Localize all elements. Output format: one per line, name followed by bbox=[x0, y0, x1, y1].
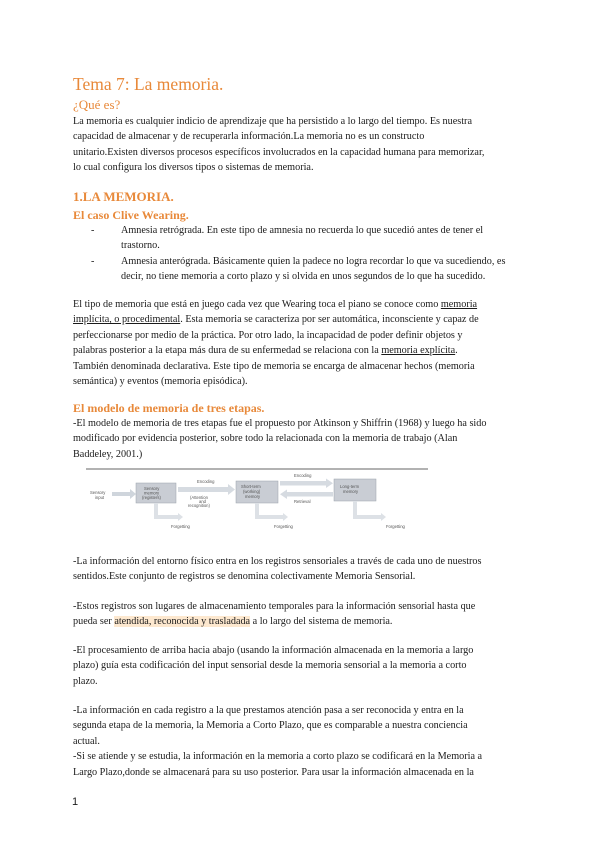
text-line: capacidad de almacenar y de recuperarla información.La memoria no es un constructo bbox=[73, 131, 425, 143]
text-line: lo cual configura los diversos tipos o sistemas de memoria. bbox=[73, 162, 314, 174]
text-line: implícita, o procedimental. Esta memoria se caracteriza por ser automática, inconsciente y capaz de bbox=[73, 314, 479, 326]
arrow-shape bbox=[280, 481, 326, 486]
arrow-shape bbox=[353, 515, 381, 519]
text-line: La memoria es cualquier indicio de aprendizaje que ha persistido a lo largo del tiempo. Es nuestra bbox=[73, 116, 472, 127]
term-memoria: memoria bbox=[440, 299, 478, 310]
box-label: Sensory bbox=[144, 486, 160, 491]
text-line: El tipo de memoria que está en juego cada vez que Wearing toca el piano se conoce como memoria bbox=[73, 299, 478, 310]
text-line: -La información del entorno físico entra en los registros sensoriales a través de cada uno de nuestros bbox=[73, 556, 482, 567]
arrow-label: and bbox=[199, 499, 206, 504]
text-line: decir, no tiene memoria a corto plazo y si olvida en unos segundos de lo que ha sucedido. bbox=[121, 270, 486, 282]
list-item bbox=[91, 224, 552, 254]
memory-model-diagram bbox=[86, 468, 428, 538]
text-line: modificado por evidencia posterior, sobre todo la relacionada con la memoria de trabajo (Alan bbox=[73, 433, 458, 445]
box-label: (registers) bbox=[142, 495, 161, 500]
text-line: semántica) y eventos (memoria episódica). bbox=[73, 376, 248, 388]
text-line: unitario.Existen diversos procesos específicos involucrados en la capacidad humana para memorizar, bbox=[73, 146, 485, 158]
bullet-dash: - bbox=[91, 225, 95, 236]
term-implicita: implícita, o procedimental bbox=[73, 314, 181, 326]
input-label: Sensory bbox=[90, 490, 106, 495]
text-line: trastorno. bbox=[121, 239, 160, 251]
arrow-shape bbox=[280, 490, 287, 500]
arrow-label: Retrieval bbox=[294, 499, 311, 504]
arrow-shape bbox=[154, 515, 178, 519]
arrow-shape bbox=[178, 513, 183, 521]
text-line: plazo) guía esta codificación del input sensorial desde la memoria sensorial a la memoria a corto bbox=[73, 660, 467, 672]
processing-paragraph bbox=[73, 643, 528, 689]
arrow-shape bbox=[178, 487, 228, 492]
text-line: sentidos.Este conjunto de registros se denomina colectivamente Memoria Sensorial. bbox=[73, 571, 416, 583]
text-line: Largo Plazo,donde se almacenará para su uso posterior. Para usar la información almacenada en la bbox=[73, 766, 474, 778]
arrow-shape bbox=[283, 513, 288, 521]
subtitle: ¿Qué es? bbox=[73, 97, 121, 112]
arrow-label: Forgetting bbox=[171, 524, 190, 529]
box-label: memory bbox=[343, 489, 359, 494]
input-label: input bbox=[95, 495, 105, 500]
text-line: Baddeley, 2001.) bbox=[73, 448, 143, 460]
list-item bbox=[91, 255, 552, 285]
text-line: palabras posterior a la etapa más dura de su enfermedad se relaciona con la memoria explícita. bbox=[73, 345, 458, 357]
box-label: memory bbox=[144, 490, 160, 496]
registers-paragraph bbox=[73, 554, 528, 585]
text-line: pueda ser atendida, reconocida y trasladada a lo largo del sistema de memoria. bbox=[73, 616, 393, 628]
box-label: memory bbox=[245, 494, 261, 499]
arrow-label: Forgetting bbox=[386, 524, 405, 529]
bullet-dash: - bbox=[91, 255, 95, 267]
arrow-shape bbox=[255, 515, 283, 519]
term-explicita: memoria explícita bbox=[381, 345, 456, 357]
arrow-shape bbox=[381, 513, 386, 521]
text-line: -Si se atiende y se estudia, la información en la memoria a corto plazo se codificará en la Memoria a bbox=[73, 751, 483, 763]
arrow-shape bbox=[228, 484, 235, 495]
register-paragraph bbox=[73, 703, 528, 780]
arrow-shape bbox=[112, 492, 130, 496]
text-line: También denominada declarativa. Este tipo de memoria se encarga de almacenar hechos (memoria bbox=[73, 360, 475, 372]
subsection-heading: El modelo de memoria de tres etapas. bbox=[73, 401, 265, 415]
text-line: Amnesia retrógrada. En este tipo de amnesia no recuerda lo que sucedió antes de tener el bbox=[121, 225, 484, 236]
model-paragraph bbox=[73, 416, 528, 462]
text-line: actual. bbox=[73, 735, 100, 747]
section-heading: 1.LA MEMORIA. bbox=[73, 189, 174, 204]
arrow-shape bbox=[130, 489, 136, 499]
arrow-label: (Attention bbox=[190, 495, 208, 500]
arrow-label: Encoding bbox=[294, 473, 312, 478]
arrow-shape bbox=[326, 479, 333, 489]
box-label: (working) bbox=[243, 489, 261, 494]
arrow-shape bbox=[287, 492, 333, 497]
text-line: -El procesamiento de arriba hacia abajo (usando la información almacenada en la memoria a largo bbox=[73, 645, 474, 656]
text-line: perfeccionarse por medio de la práctica. Por otro lado, la incapacidad de poder definir objetos y bbox=[73, 329, 463, 341]
arrow-label: recognition) bbox=[188, 503, 210, 508]
page-number: 1 bbox=[72, 796, 79, 808]
box-label: Long-term bbox=[340, 484, 360, 489]
amnesia-list bbox=[91, 224, 552, 286]
arrow-label: Encoding bbox=[197, 479, 215, 484]
box-label: Short-term bbox=[241, 484, 261, 489]
memory-type-paragraph bbox=[73, 297, 528, 389]
text-line: segunda etapa de la memoria, la Memoria a Corto Plazo, que es comparable a nuestra conciencia bbox=[73, 720, 468, 732]
text-line: -El modelo de memoria de tres etapas fue el propuesto por Atkinson y Shiffrin (1968) y luego ha sido bbox=[73, 418, 487, 429]
subsection-heading: El caso Clive Wearing. bbox=[73, 208, 189, 222]
text-line: plazo. bbox=[73, 675, 98, 687]
page-title: Tema 7: La memoria. bbox=[73, 74, 224, 94]
highlighted-text: atendida, reconocida y trasladada bbox=[114, 616, 251, 628]
text-line: Amnesia anterógrada. Básicamente quien la padece no logra recordar lo que va sucediendo, es bbox=[121, 255, 506, 267]
arrow-label: Forgetting bbox=[274, 524, 293, 529]
intro-paragraph bbox=[73, 114, 528, 176]
text-line: -La información en cada registro a la que prestamos atención pasa a ser reconocida y entra en la bbox=[73, 705, 464, 716]
storage-paragraph bbox=[73, 599, 528, 630]
text-line: -Estos registros son lugares de almacenamiento temporales para la información sensorial hasta que bbox=[73, 601, 476, 612]
